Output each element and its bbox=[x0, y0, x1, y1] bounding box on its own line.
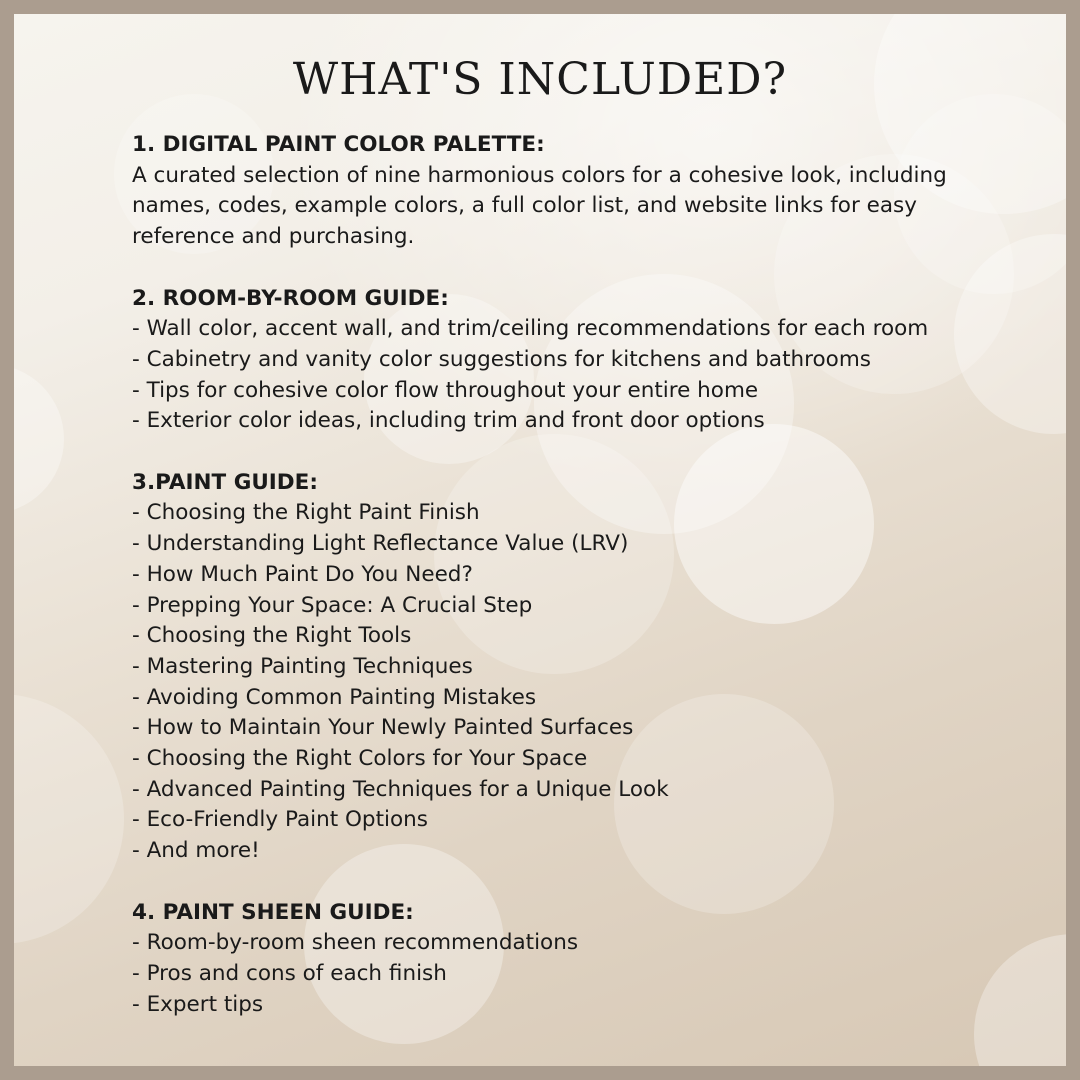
list-item: - And more! bbox=[132, 838, 260, 864]
list-item: - Prepping Your Space: A Crucial Step bbox=[132, 592, 533, 618]
list-item: - Exterior color ideas, including trim and front door options bbox=[132, 408, 765, 434]
bokeh-circle bbox=[14, 694, 124, 944]
section-color-palette bbox=[132, 130, 972, 253]
section-heading: 4. PAINT SHEEN GUIDE: bbox=[132, 899, 414, 925]
included-list bbox=[132, 130, 972, 1020]
section-paint-guide bbox=[132, 468, 972, 867]
list-item: - Room-by-room sheen recommendations bbox=[132, 930, 579, 956]
list-item: - Expert tips bbox=[132, 991, 264, 1017]
page-title: WHAT'S INCLUDED? bbox=[292, 54, 788, 105]
list-item: - Eco-Friendly Paint Options bbox=[132, 807, 428, 833]
content-panel bbox=[14, 14, 1066, 1066]
section-room-guide bbox=[132, 284, 972, 438]
section-heading: 3.PAINT GUIDE: bbox=[132, 469, 318, 495]
section-heading: 2. ROOM-BY-ROOM GUIDE: bbox=[132, 285, 449, 311]
list-item: - Advanced Painting Techniques for a Unique Look bbox=[132, 776, 669, 802]
list-item: - Choosing the Right Colors for Your Space bbox=[132, 746, 588, 772]
list-item: - Tips for cohesive color flow throughout your entire home bbox=[132, 377, 759, 403]
list-item: - How Much Paint Do You Need? bbox=[132, 561, 473, 587]
list-item: - Pros and cons of each finish bbox=[132, 960, 447, 986]
section-heading: 1. DIGITAL PAINT COLOR PALETTE: bbox=[132, 132, 545, 157]
list-item: - Choosing the Right Paint Finish bbox=[132, 500, 480, 526]
list-item: - Avoiding Common Painting Mistakes bbox=[132, 684, 537, 710]
section-text: A curated selection of nine harmonious colors for a cohesive look, including names, codes, example colors, a full color list, and website links for easy reference and purchasing. bbox=[132, 162, 947, 250]
list-item: - How to Maintain Your Newly Painted Surfaces bbox=[132, 715, 634, 741]
bokeh-circle bbox=[14, 364, 64, 514]
list-item: - Cabinetry and vanity color suggestions for kitchens and bathrooms bbox=[132, 346, 871, 372]
list-item: - Wall color, accent wall, and trim/ceiling recommendations for each room bbox=[132, 316, 929, 342]
list-item: - Choosing the Right Tools bbox=[132, 623, 412, 649]
bokeh-circle bbox=[974, 934, 1066, 1066]
section-sheen-guide bbox=[132, 898, 972, 1021]
list-item: - Mastering Painting Techniques bbox=[132, 653, 473, 679]
list-item: - Understanding Light Reflectance Value (LRV) bbox=[132, 531, 629, 557]
